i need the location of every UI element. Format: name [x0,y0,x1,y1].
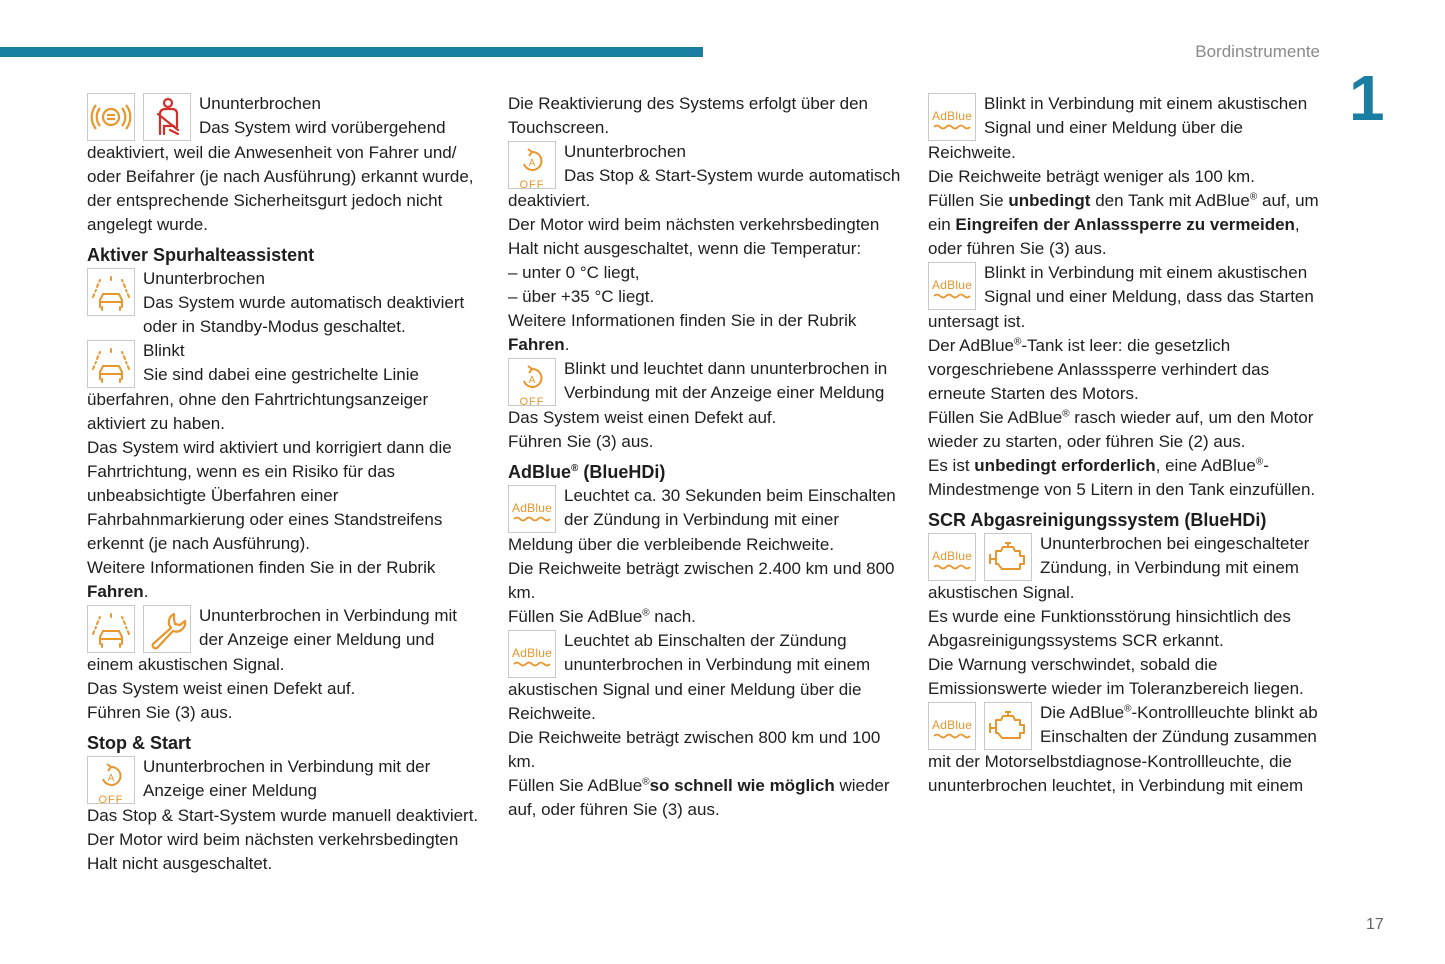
stop-start-fault-block: A OFF Blinkt und leuchtet dann ununterbrochen in Verbindung mit der Anzeige einer Meldung [508,357,903,406]
adblue-block-4: AdBlue Blinkt in Verbindung mit einem akustischen Signal und einer Meldung, dass das Starten untersagt ist. [928,263,1314,331]
paragraph: Es wurde eine Funktionsstörung hinsichtlich des Abgasreinigungssystems SCR erkannt. [928,607,1291,650]
wrench-icon [143,605,191,653]
paragraph: Es ist unbedingt erforderlich, eine AdBlue®-Mindestmenge von 5 Litern in den Tank einzufüllen. [928,456,1316,499]
adblue-icon: AdBlue [928,702,976,750]
lane-assist-icon [87,605,135,653]
stop-start-auto-block: A OFF Ununterbrochen Das Stop & Start-System wurde automatisch deaktiviert. [508,142,901,210]
scr-block-1: AdBlue Ununterbrochen bei eingeschalteter Zündung, in Verbindung mit einem akustischen Signal. [928,534,1310,602]
lane-assist-block-1: Ununterbrochen Das System wurde automatisch deaktiviert oder in Standby-Modus geschaltet. [87,267,482,339]
adblue-icon: AdBlue [928,262,976,310]
svg-text:A: A [107,773,115,784]
paragraph: Füllen Sie unbedingt den Tank mit AdBlue® auf, um ein Eingreifen der Anlasssperre zu vermeiden, oder führen Sie (3) aus. [928,191,1319,258]
paragraph: Weitere Informationen finden Sie in der Rubrik Fahren. [87,558,436,601]
column-2 [508,92,903,822]
lane-assist-block-2: Blinkt Sie sind dabei eine gestrichelte Linie überfahren, ohne den Fahrtrichtungsanzeiger aktiviert zu haben. [87,341,429,433]
stop-start-off-icon: A OFF [508,358,556,406]
list-item: – über +35 °C liegt. [508,287,655,306]
paragraph: Das System weist einen Defekt auf. [87,679,356,698]
paragraph: Füllen Sie AdBlue®so schnell wie möglich wieder auf, oder führen Sie (3) aus. [508,776,890,819]
engine-icon [984,533,1032,581]
paragraph: Die Reaktivierung des Systems erfolgt über den Touchscreen. [508,94,869,137]
adblue-icon: AdBlue [928,533,976,581]
list-item: – unter 0 °C liegt, [508,263,640,282]
paragraph: Das System weist einen Defekt auf. [508,408,777,427]
lane-assist-icon [87,340,135,388]
paragraph: Die Warnung verschwindet, sobald die Emissionswerte wieder im Toleranzbereich liegen. [928,655,1304,698]
adblue-icon: AdBlue [508,630,556,678]
scr-block-2: AdBlue Die AdBlue®-Kontrollleuchte blinkt ab Einschalten der Zündung zusammen mit der Motorselbstdiagnose-Kontrollleuchte, die ununterbrochen leuchtet, in Verbindung mit einem [928,703,1318,795]
column-3 [928,92,1323,798]
adblue-icon: AdBlue [928,93,976,141]
adblue-block-1: AdBlue Leuchtet ca. 30 Sekunden beim Einschalten der Zündung in Verbindung mit einer Meldung über die verbleibende Reichweite. [508,486,896,554]
paragraph: Der Motor wird beim nächsten verkehrsbedingten Halt nicht ausgeschaltet, wenn die Temperatur: [508,215,880,258]
header-accent-bar [0,47,703,57]
heading-scr: SCR Abgasreinigungssystem (BlueHDi) [928,510,1267,530]
heading-adblue: AdBlue® (BlueHDi) [508,462,666,482]
heading-lane-assist: Aktiver Spurhalteassistent [87,245,315,265]
paragraph: Führen Sie (3) aus. [508,432,654,451]
heading-stop-start: Stop & Start [87,733,192,753]
adblue-icon: AdBlue [508,485,556,533]
paragraph: Weitere Informationen finden Sie in der Rubrik Fahren. [508,311,857,354]
stop-start-off-icon: A OFF [508,141,556,189]
seatbelt-warning-block: Ununterbrochen Das System wird vorübergehend deaktiviert, weil die Anwesenheit von Fahrer und/ oder Beifahrer (je nach Ausführung) erkannt wurde, der entsprechende Sicherheitsgurt jedoch nicht angelegt wurde. [87,94,474,234]
svg-text:A: A [528,158,536,169]
stop-start-block: A OFF Ununterbrochen in Verbindung mit der Anzeige einer Meldung [87,755,482,804]
column-1 [87,92,482,876]
adblue-block-3: AdBlue Blinkt in Verbindung mit einem akustischen Signal und einer Meldung über die Reichweite. [928,94,1308,162]
paragraph: Der AdBlue®-Tank ist leer: die gesetzlich vorgeschriebene Anlasssperre verhindert das erneute Starten des Motors. [928,336,1270,403]
paragraph: Die Reichweite beträgt zwischen 800 km und 100 km. [508,728,881,771]
paragraph: Füllen Sie AdBlue® nach. [508,607,696,626]
paragraph: Der Motor wird beim nächsten verkehrsbedingten Halt nicht ausgeschaltet. [87,830,459,873]
seatbelt-icon [143,93,191,141]
engine-icon [984,702,1032,750]
paragraph: Führen Sie (3) aus. [87,703,233,722]
chapter-number: 1 [1349,62,1385,134]
adblue-block-2: AdBlue Leuchtet ab Einschalten der Zündung ununterbrochen in Verbindung mit einem akustischen Signal und einer Meldung über die Reichweite. [508,631,871,723]
paragraph: Das System wird aktiviert und korrigiert dann die Fahrtrichtung, wenn es ein Risiko für das unbeabsichtigte Überfahren einer Fahrbahnmarkierung oder eines Standstreifens erkennt (je nach Ausführung). [87,438,452,553]
section-title: Bordinstrumente [1195,42,1320,61]
stop-start-off-icon: A OFF [87,756,135,804]
passenger-detection-icon [87,93,135,141]
svg-text:A: A [528,375,536,386]
lane-assist-icon [87,268,135,316]
paragraph: Das Stop & Start-System wurde manuell deaktiviert. [87,806,479,825]
paragraph: Die Reichweite beträgt weniger als 100 km. [928,167,1255,186]
paragraph: Füllen Sie AdBlue® rasch wieder auf, um den Motor wieder zu starten, oder führen Sie (2) aus. [928,408,1314,451]
page-number: 17 [1366,916,1384,933]
lane-assist-fault-block: Ununterbrochen in Verbindung mit der Anzeige einer Meldung und einem akustischen Signal. [87,606,457,674]
paragraph: Die Reichweite beträgt zwischen 2.400 km und 800 km. [508,559,895,602]
